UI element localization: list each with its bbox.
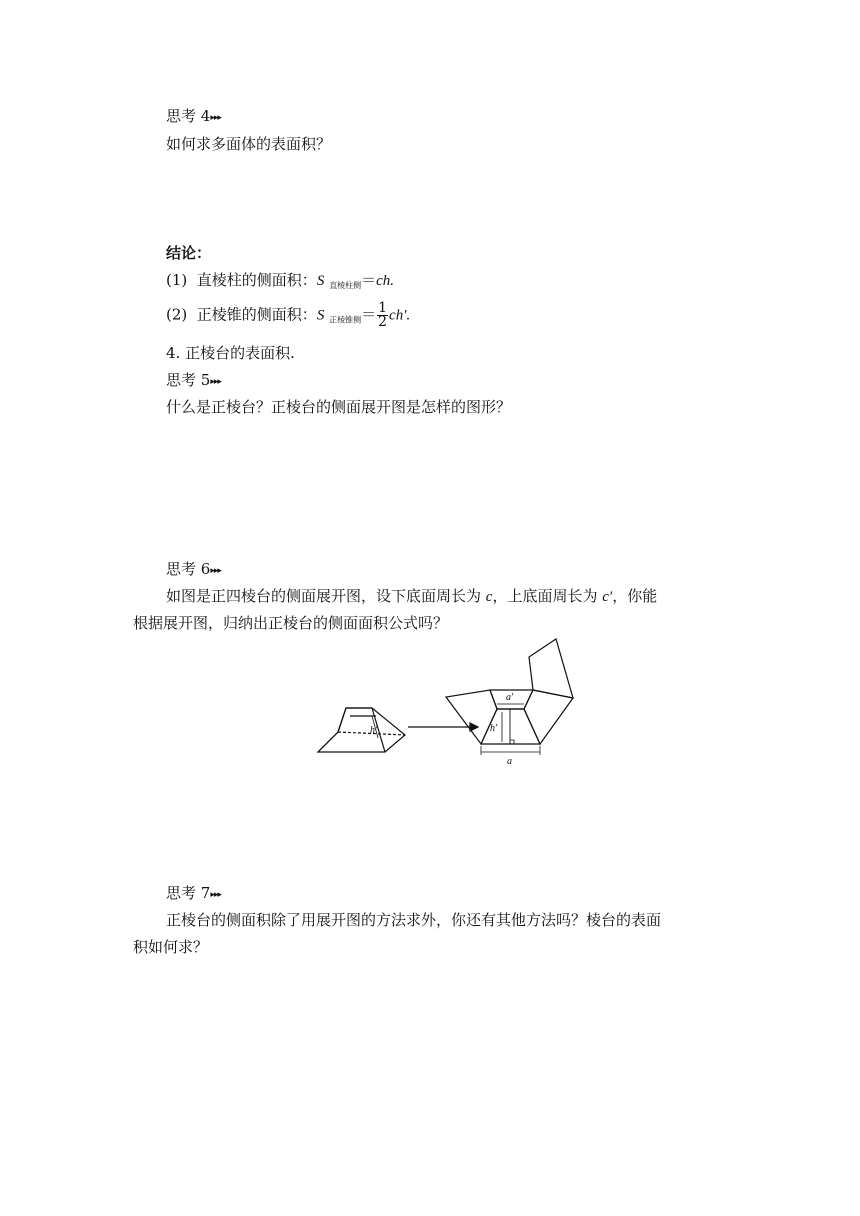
formula-subscript: 正棱锥侧 (329, 315, 362, 325)
net-top-label: a′ (506, 692, 514, 703)
fraction-numerator: 1 (378, 300, 388, 316)
frustum-outline (318, 708, 405, 752)
think7-line-2: 积如何求？ (133, 938, 209, 956)
arrows-icon: ▸▸▸ (210, 890, 221, 900)
think5-question: 什么是正棱台？正棱台的侧面展开图是怎样的图形？ (166, 398, 512, 416)
item-number: (2) (166, 305, 188, 324)
item-text: 正棱锥的侧面积： (196, 305, 317, 324)
think5-heading (166, 370, 221, 392)
think7-line-1: 正棱台的侧面积除了用展开图的方法求外，你还有其他方法吗？棱台的表面 (166, 911, 662, 929)
think7-label: 思考 7 (166, 884, 211, 902)
conclusion-item-2 (166, 302, 410, 331)
net-height-label: h′ (490, 723, 498, 734)
think7-heading (166, 883, 221, 905)
item-text: 直棱柱的侧面积： (196, 271, 317, 289)
frustum-edge (318, 732, 338, 752)
variable-c-prime: c′ (602, 589, 613, 605)
formula-subscript: 直棱柱侧 (329, 281, 362, 290)
think6-label: 思考 6 (166, 560, 211, 578)
formula-rhs: ch. (376, 273, 395, 289)
frustum-solid (318, 708, 405, 752)
text-segment: ，你能 (612, 587, 658, 605)
section-4-heading: 4. 正棱台的表面积. (166, 344, 295, 362)
think4-heading (166, 106, 221, 128)
formula-rhs: ch′. (389, 307, 411, 324)
think6-line-1 (166, 586, 657, 607)
fraction-denominator: 2 (378, 314, 388, 330)
think5-label: 思考 5 (166, 371, 211, 389)
arrow-head-icon (470, 723, 478, 731)
equals-sign: ＝ (361, 271, 377, 289)
equals-sign: ＝ (361, 305, 377, 324)
net-right-face (524, 690, 573, 744)
frustum-slant-label: h′ (370, 725, 378, 736)
think4-label: 思考 4 (166, 107, 211, 125)
think6-heading (166, 559, 221, 581)
net-far-face (529, 639, 573, 698)
formula-symbol: S (316, 273, 325, 289)
formula-symbol: S (316, 307, 325, 324)
frustum-edge (338, 708, 346, 732)
net-left-face (446, 690, 497, 744)
conclusion-item-1 (166, 270, 394, 296)
frustum-net-figure (310, 636, 580, 771)
arrows-icon: ▸▸▸ (210, 377, 221, 387)
text-segment: 如图是正四棱台的侧面展开图，设下底面周长为 (166, 587, 482, 605)
think6-line-2: 根据展开图，归纳出正棱台的侧面面积公式吗？ (133, 614, 449, 632)
arrows-icon: ▸▸▸ (210, 113, 221, 123)
variable-c: c (485, 589, 493, 605)
conclusion-title: 结论： (166, 244, 212, 262)
text-segment: ，上底面周长为 (492, 587, 598, 605)
fraction (377, 302, 388, 329)
item-number: (1) (166, 271, 188, 289)
arrows-icon: ▸▸▸ (210, 566, 221, 576)
think4-question: 如何求多面体的表面积？ (166, 135, 332, 153)
net-bottom-label: a (507, 756, 512, 767)
